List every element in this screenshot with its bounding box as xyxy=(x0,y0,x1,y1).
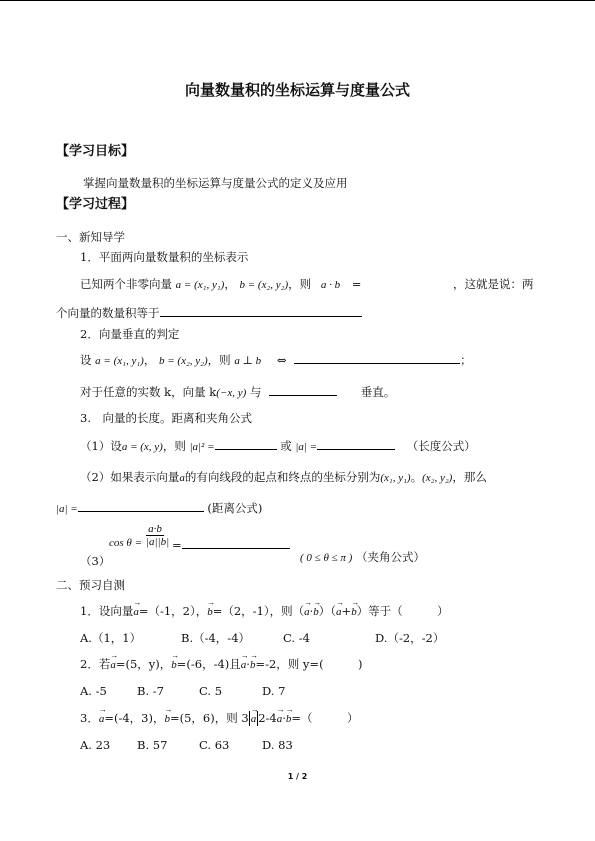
s3-p3-blank[interactable] xyxy=(182,536,290,549)
s3-p3-denominator: |a||b| xyxy=(146,536,170,548)
s3-p2-text-c: ，那么 xyxy=(452,470,487,484)
s1-text-b: ，则 xyxy=(288,277,312,291)
q2-option-a[interactable]: A. -5 xyxy=(80,684,107,698)
s1-b-def: b = (x₂, y₂) xyxy=(239,279,289,291)
q3-abs-bars xyxy=(249,711,259,726)
s3-p3-eq: = xyxy=(172,538,182,552)
q1-vec-b2: → b xyxy=(313,605,319,619)
s3-p1-text-c: （长度公式） xyxy=(406,439,476,453)
s3-p2-text-d: (距离公式) xyxy=(207,501,263,515)
s2-text-l2c: 垂直。 xyxy=(360,385,396,399)
s1-text-a: 已知两个非零向量 xyxy=(80,277,172,291)
q1-stem-d: ）（ xyxy=(318,604,337,618)
s3-p2-sep: 。 xyxy=(410,470,423,484)
q2-option-d[interactable]: D. 7 xyxy=(262,684,286,698)
q3-vec-a2: → a xyxy=(251,712,257,726)
s2-text-l2b: 与 xyxy=(249,385,262,399)
s3-p1-squared: |a|² = xyxy=(189,441,215,453)
s1-comma: ， xyxy=(224,277,236,291)
s1-blank[interactable] xyxy=(160,304,362,317)
s2-semicolon: ； xyxy=(460,353,472,367)
part2-heading: 二、预习自测 xyxy=(56,578,125,592)
s2-blank-1[interactable] xyxy=(294,351,460,364)
q1-dot: · xyxy=(309,604,314,618)
q2-stem-a: 2．若 xyxy=(80,657,111,671)
s3-p1-blank-1[interactable] xyxy=(215,437,277,450)
q1-vec-b: → b xyxy=(207,605,213,619)
q1-option-a[interactable]: A.（1，1） xyxy=(80,631,142,645)
s1-line1 xyxy=(80,277,361,292)
s1-a-def: a = (x₁, y₁) xyxy=(175,279,225,291)
q3-stem-d: 2-4 xyxy=(258,711,277,725)
s1-line2 xyxy=(56,304,362,320)
s2-iff: ⇔ xyxy=(276,353,287,367)
q1-vec-a: → a xyxy=(133,605,139,619)
q1-stem xyxy=(80,604,449,619)
q3-vec-b3: → b xyxy=(286,712,292,726)
s3-p2 xyxy=(80,470,487,485)
s3-p3-range-line xyxy=(300,550,425,565)
s2-line1 xyxy=(80,351,472,368)
s2-text-l2a: 对于任意的实数 k，向量 k xyxy=(80,385,217,399)
s3-p1 xyxy=(80,437,476,454)
s3-p2-point2: (x₂, y₂) xyxy=(422,472,453,484)
q2-vec-b2: → b xyxy=(250,658,256,672)
s3-p2-a: a xyxy=(179,472,185,484)
page-number: 1 / 2 xyxy=(287,772,308,781)
s3-p3-cos: cos θ = xyxy=(109,537,142,549)
q2-vec-a2: → a xyxy=(241,658,247,672)
s1-dot-expr: a · b xyxy=(320,279,341,291)
s3-p3-text-c: （夹角公式） xyxy=(355,550,425,564)
s3-p1-text-b: ，则 xyxy=(162,439,186,453)
s2-perp: a ⊥ b xyxy=(234,355,262,367)
q1-vec-a3: → a xyxy=(336,605,342,619)
s2-line2 xyxy=(80,383,395,400)
s2-text-b: ，则 xyxy=(207,353,231,367)
s1-eq: = xyxy=(351,277,362,291)
q1-vec-a2: → a xyxy=(304,605,310,619)
s3-p1-text-a: （1）设 xyxy=(80,439,122,453)
page-top-border xyxy=(0,0,595,1)
q3-vec-a3: → a xyxy=(277,712,283,726)
s2-blank-2[interactable] xyxy=(269,383,337,396)
s2-text-a: 设 xyxy=(80,353,92,367)
s3-p1-a-def: a = (x, y) xyxy=(121,441,163,453)
page-title: 向量数量积的坐标运算与度量公式 xyxy=(184,81,410,99)
s1-title: 1．平面两向量数量积的坐标表示 xyxy=(80,250,249,264)
part1-heading: 一、新知导学 xyxy=(56,230,125,244)
s3-p1-abs: |a| = xyxy=(295,441,318,453)
s3-p3-range: ( 0 ≤ θ ≤ π ) xyxy=(300,552,353,564)
q2-option-c[interactable]: C. 5 xyxy=(199,684,223,698)
q2-stem-c: =(-6，-4)且 xyxy=(176,657,241,671)
q2-vec-b: → b xyxy=(171,658,177,672)
q1-plus: + xyxy=(341,604,352,618)
q3-option-b[interactable]: B. 57 xyxy=(137,738,168,752)
s1-text-c: ，这就是说：两 xyxy=(453,277,534,291)
q3-stem-c: =(5，6)，则 3 xyxy=(169,711,249,725)
s3-p1-blank-2[interactable] xyxy=(317,437,395,450)
s3-p3-eq-line xyxy=(172,536,290,552)
q2-stem xyxy=(80,657,363,672)
s2-b-def: b = (x₂, y₂) xyxy=(158,355,208,367)
q3-vec-a: → a xyxy=(99,712,105,726)
s2-k-vector: (−x, y) xyxy=(216,387,247,399)
q1-option-b[interactable]: B.（-4，-4） xyxy=(181,631,251,645)
goal-heading: 【学习目标】 xyxy=(56,144,135,159)
q2-vec-a: → a xyxy=(110,658,116,672)
process-heading: 【学习过程】 xyxy=(56,197,135,212)
q3-stem-b: =(-4，3)， xyxy=(104,711,165,725)
q2-stem-b: =(5，y)， xyxy=(115,657,172,671)
q1-option-d[interactable]: D.（-2，-2） xyxy=(375,631,445,645)
q3-option-c[interactable]: C. 63 xyxy=(199,738,230,752)
s3-p2-text-b: 的有向线段的起点和终点的坐标分别为 xyxy=(184,470,381,484)
s2-a-def: a = (x₁, y₁) xyxy=(95,355,144,367)
s3-p2-text-a: （2）如果表示向量 xyxy=(80,470,180,484)
q1-vec-b3: → b xyxy=(351,605,357,619)
s3-p2-abs: |a| = xyxy=(56,503,78,515)
s3-p3-fraction xyxy=(146,523,170,548)
q1-option-c[interactable]: C. -4 xyxy=(283,631,310,645)
s1-text-l2: 个向量的数量积等于 xyxy=(56,306,160,320)
s3-p1-or: 或 xyxy=(280,439,292,453)
s3-p2-blank[interactable] xyxy=(78,499,204,512)
q3-option-a[interactable]: A. 23 xyxy=(80,738,111,752)
q3-stem-e: =（ ） xyxy=(291,711,359,725)
q3-dot: · xyxy=(282,711,286,725)
goal-text: 掌握向量数量积的坐标运算与度量公式的定义及应用 xyxy=(83,176,348,190)
s3-p2-line2 xyxy=(56,499,262,516)
q1-stem-e: ）等于（ ） xyxy=(356,604,449,618)
q2-dot: · xyxy=(246,657,250,671)
q1-stem-a: 1．设向量 xyxy=(80,604,134,618)
s2-title: 2．向量垂直的判定 xyxy=(80,327,180,341)
q1-stem-c: =（2，-1），则（ xyxy=(212,604,305,618)
s3-p3-numerator: a·b xyxy=(146,523,164,536)
q3-option-d[interactable]: D. 83 xyxy=(262,738,293,752)
q3-stem xyxy=(80,711,359,726)
q2-option-b[interactable]: B. -7 xyxy=(137,684,164,698)
q3-vec-b: → b xyxy=(164,712,170,726)
s3-p2-point1: (x₁, y₁) xyxy=(380,472,411,484)
s3-p3-label: （3） xyxy=(80,554,111,568)
s2-comma: ， xyxy=(143,353,156,367)
s3-title: 3. 向量的长度。距离和夹角公式 xyxy=(80,411,252,425)
q1-stem-b: =（-1，2）， xyxy=(138,604,208,618)
q2-stem-d: =-2，则 y=( ) xyxy=(255,657,363,671)
q3-stem-a: 3． xyxy=(80,711,99,725)
